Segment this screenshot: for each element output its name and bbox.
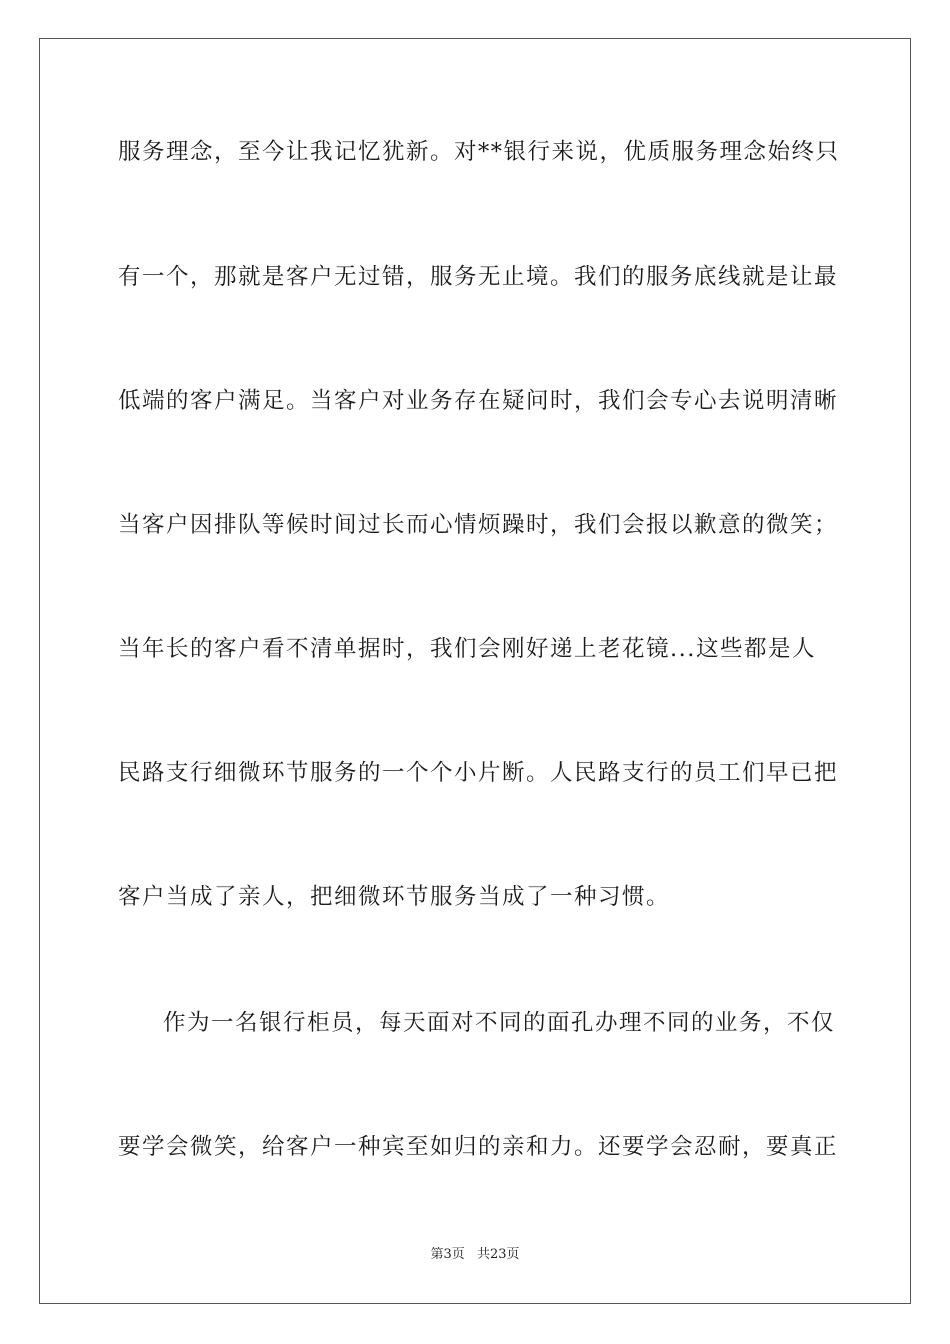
page-border (39, 38, 911, 1304)
page-number: 第3页 (430, 1247, 465, 1262)
body-text-line: 服务理念，至今让我记忆犹新。对**银行来说，优质服务理念始终只 (118, 139, 840, 165)
body-text-line: 当年长的客户看不清单据时，我们会刚好递上老花镜...这些都是人 (118, 636, 816, 662)
body-text-line: 有一个，那就是客户无过错，服务无止境。我们的服务底线就是让最 (118, 264, 839, 290)
body-text-line: 要学会微笑，给客户一种宾至如归的亲和力。还要学会忍耐，要真正 (118, 1134, 839, 1160)
body-text-line: 低端的客户满足。当客户对业务存在疑问时，我们会专心去说明清晰 (118, 388, 839, 414)
body-text-line: 当客户因排队等候时间过长而心情烦躁时，我们会报以歉意的微笑； (118, 512, 839, 538)
body-text-line: 客户当成了亲人，把细微环节服务当成了一种习惯。 (118, 884, 671, 910)
body-text-line: 民路支行细微环节服务的一个个小片断。人民路支行的员工们早已把 (118, 760, 839, 786)
page-footer (0, 1246, 950, 1264)
total-pages: 共23页 (476, 1247, 520, 1262)
paragraph-first-line: 作为一名银行柜员，每天面对不同的面孔办理不同的业务，不仅 (163, 1010, 836, 1036)
